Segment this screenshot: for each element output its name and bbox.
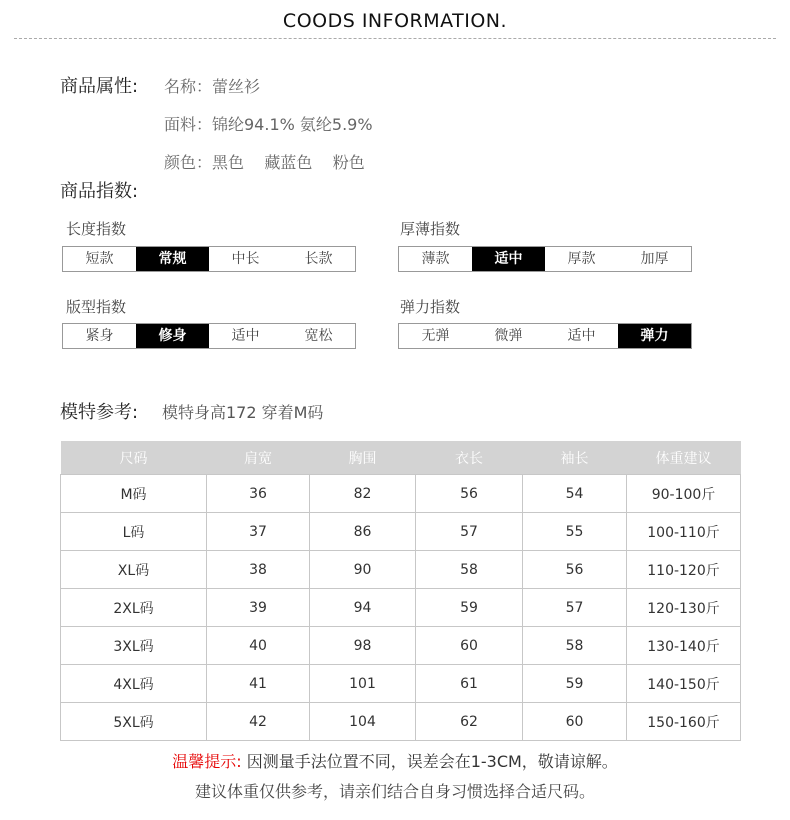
elasticity-option: 适中 [567,328,596,344]
fit-option-selected: 修身 [136,324,209,348]
table-row [61,475,741,513]
table-cell: 60 [523,703,627,741]
table-cell: M码 [61,475,207,513]
attribute-fabric: 面料：锦纶94.1% 氨纶5.9% [164,115,373,134]
elasticity-option: 无弹 [421,328,450,344]
table-cell: 5XL码 [61,703,207,741]
table-cell: 58 [416,551,523,589]
attributes-label: 商品属性: [60,76,139,97]
attribute-color: 颜色：黑色 藏蓝色 粉色 [164,153,365,172]
fit-option: 宽松 [304,328,333,344]
elasticity-option: 微弹 [494,328,523,344]
table-cell: 56 [523,551,627,589]
table-cell: 39 [207,589,310,627]
table-cell: 150-160斤 [627,703,741,741]
table-cell: 82 [310,475,416,513]
fit-option: 适中 [231,328,260,344]
elasticity-option-selected: 弹力 [618,324,691,348]
elasticity-index-scale [398,323,692,349]
table-cell: 37 [207,513,310,551]
table-cell: 110-120斤 [627,551,741,589]
size-table-header [61,441,741,475]
size-table [60,441,741,741]
table-cell: 98 [310,627,416,665]
size-table-header-cell: 尺码 [61,441,207,475]
table-cell: 60 [416,627,523,665]
table-row [61,665,741,703]
table-cell: 62 [416,703,523,741]
thickness-option: 加厚 [640,251,669,267]
table-cell: 2XL码 [61,589,207,627]
length-option: 长款 [304,251,333,267]
table-row [61,513,741,551]
indices-label: 商品指数: [60,181,139,202]
table-cell: 57 [523,589,627,627]
table-cell: XL码 [61,551,207,589]
table-cell: 61 [416,665,523,703]
size-table-header-cell: 胸围 [310,441,416,475]
elasticity-index-label: 弹力指数 [400,298,461,316]
thickness-option-selected: 适中 [472,247,545,271]
tip-text-1: 因测量手法位置不同，误差会在1-3CM，敬请谅解。 [246,752,618,771]
table-cell: 90 [310,551,416,589]
table-cell: 59 [416,589,523,627]
table-cell: 57 [416,513,523,551]
thickness-option: 厚款 [567,251,596,267]
length-option: 短款 [85,251,114,267]
table-cell: 56 [416,475,523,513]
fit-index-label: 版型指数 [66,298,127,316]
table-cell: 3XL码 [61,627,207,665]
table-cell: 94 [310,589,416,627]
tip-line-1 [0,749,790,772]
table-cell: 104 [310,703,416,741]
size-table-header-cell: 衣长 [416,441,523,475]
size-table-header-cell: 袖长 [523,441,627,475]
length-option-selected: 常规 [136,247,209,271]
length-index-scale [62,246,356,272]
table-cell: 140-150斤 [627,665,741,703]
table-row [61,551,741,589]
table-cell: 54 [523,475,627,513]
table-cell: 42 [207,703,310,741]
table-cell: 40 [207,627,310,665]
length-index-label: 长度指数 [66,220,127,238]
tip-warn-label: 温馨提示: [172,752,242,771]
table-cell: 101 [310,665,416,703]
table-cell: L码 [61,513,207,551]
size-table-header-cell: 肩宽 [207,441,310,475]
page-title: COODS INFORMATION. [282,10,508,32]
fit-option: 紧身 [85,328,114,344]
table-cell: 38 [207,551,310,589]
fit-index-scale [62,323,356,349]
table-row [61,589,741,627]
model-info: 模特身高172 穿着M码 [162,403,324,422]
size-table-header-cell: 体重建议 [627,441,741,475]
table-cell: 59 [523,665,627,703]
table-cell: 100-110斤 [627,513,741,551]
table-cell: 90-100斤 [627,475,741,513]
dashed-divider [14,38,776,39]
thickness-option: 薄款 [421,251,450,267]
table-cell: 4XL码 [61,665,207,703]
length-option: 中长 [231,251,260,267]
attribute-name: 名称：蕾丝衫 [164,77,261,96]
table-cell: 58 [523,627,627,665]
table-cell: 86 [310,513,416,551]
tip-line-2: 建议体重仅供参考，请亲们结合自身习惯选择合适尺码。 [194,782,595,801]
table-row [61,627,741,665]
table-row [61,703,741,741]
thickness-index-label: 厚薄指数 [400,220,461,238]
table-cell: 41 [207,665,310,703]
thickness-index-scale [398,246,692,272]
table-cell: 36 [207,475,310,513]
table-cell: 120-130斤 [627,589,741,627]
table-cell: 130-140斤 [627,627,741,665]
table-cell: 55 [523,513,627,551]
model-label: 模特参考: [60,402,139,423]
